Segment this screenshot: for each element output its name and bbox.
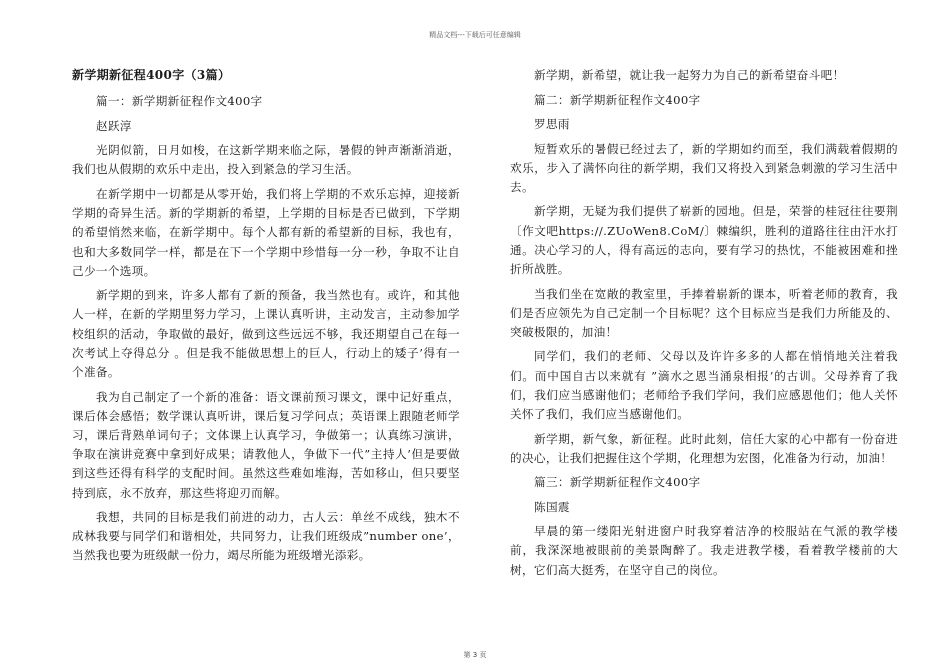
paragraph: 新学期，新希望，就让我一起努力为自己的新希望奋斗吧！ — [534, 68, 845, 82]
paragraph: 短暂欢乐的暑假已经过去了，新的学期如约而至，我们满载着假期的欢乐，步入了满怀向往的新学期，我们又将投入到紧急刺激的学习生活中去。 — [510, 141, 898, 194]
right-column — [510, 66, 898, 585]
author-name: 罗思雨 — [534, 117, 570, 131]
paragraph: 光阴似箭，日月如梭，在这新学期来临之际，暑假的钟声渐渐消逝，我们也从假期的欢乐中走出，投入到紧急的学习生活。 — [72, 143, 460, 177]
essay-heading: 篇一：新学期新征程作文400字 — [96, 94, 263, 109]
paragraph: 我为自己制定了一个新的准备：语文课前预习课文，课中记好重点，课后体会感悟；数学课认真听讲，课后复习学问点；英语课上跟随老师学习，课后背熟单词句子；文体课上认真学习，争做第一；认真练习演讲，争取在演讲竞赛中拿到好成果；请教他人，争做下一代”主持人’但是要做到这些还得有科学的支配时间。虽然这些难如堆海，苦如移山，但只要坚持到底，永不放弃，那这些将迎刃而解。 — [72, 389, 460, 500]
essay-heading: 篇二：新学期新征程作文400字 — [534, 92, 701, 107]
page-header: 精品文档---下载后可任意编辑 — [429, 31, 521, 39]
paragraph: 同学们，我们的老师、父母以及许许多多的人都在悄悄地关注着我们。而中国自古以来就有 ”滴水之恩当涌泉相报’的古训。父母养育了我们，我们应当感谢他们；老师给予我们学问，我们应感恩他们；他人关怀关怀了我们，我们应当感谢他们。 — [510, 349, 898, 422]
paragraph: 新学期，新气象，新征程。此时此刻，信任大家的心中都有一份奋进的决心，让我们把握住这个学期，化理想为宏图，化准备为行动，加油！ — [510, 431, 898, 465]
paragraph: 在新学期中一切都是从零开始，我们将上学期的不欢乐忘掉，迎接新学期的奇异生活。新的学期新的希望，上学期的目标是否已做到，下学期的希望悄然来临，在新学期中。每个人都有新的希望新的目标，我也有，也和大多数同学一样，都是在下一个学期中珍惜每一分一秒，争取不让自己少一个选项。 — [72, 186, 460, 278]
paragraph: 早晨的第一缕阳光射进窗户时我穿着洁净的校服站在气派的教学楼前，我深深地被眼前的美景陶醉了。我走进教学楼，看着教学楼前的大树，它们高大挺秀，在坚守自己的岗位。 — [510, 524, 898, 577]
document-title: 新学期新征程400字（3篇） — [72, 68, 231, 82]
paragraph: 我想，共同的目标是我们前进的动力，古人云：单丝不成线，独木不成林我要与同学们和谐相处，共同努力，让我们班级成”number one’，当然我也要为班级献一份力，竭尽所能为班级增光添彩。 — [72, 510, 460, 563]
paragraph: 新学期，无疑为我们提供了崭新的园地。但是，荣誉的桂冠往往要荆〔作文吧https://.ZUoWen8.CoM/〕棘编织，胜利的道路往往由汗水打通。决心学习的人，得有高远的志向，要有学习的热忱，不能被困难和挫折所战胜。 — [510, 204, 898, 277]
essay-heading: 篇三：新学期新征程作文400字 — [534, 475, 701, 490]
author-name: 赵跃淳 — [96, 118, 132, 133]
paragraph: 新学期的到来，许多人都有了新的预备，我当然也有。或许，和其他人一样，在新的学期里努力学习，上课认真听讲，主动发言，主动参加学校组织的活动，争取做的最好，做到这些远远不够，我还期望自己在每一次考试上夺得总分 。但是我不能做思想上的巨人，行动上的矮子’得有一个准备。 — [72, 288, 460, 380]
author-name: 陈国震 — [534, 499, 570, 514]
paragraph: 当我们坐在宽敞的教室里，手捧着崭新的课本，听着老师的教育，我们是否应领先为自己定制一个目标呢？这个目标应当是我们力所能及的、突破极限的，加油！ — [510, 286, 898, 339]
page-number: 第 3 页 — [463, 651, 487, 659]
left-column — [72, 66, 460, 571]
